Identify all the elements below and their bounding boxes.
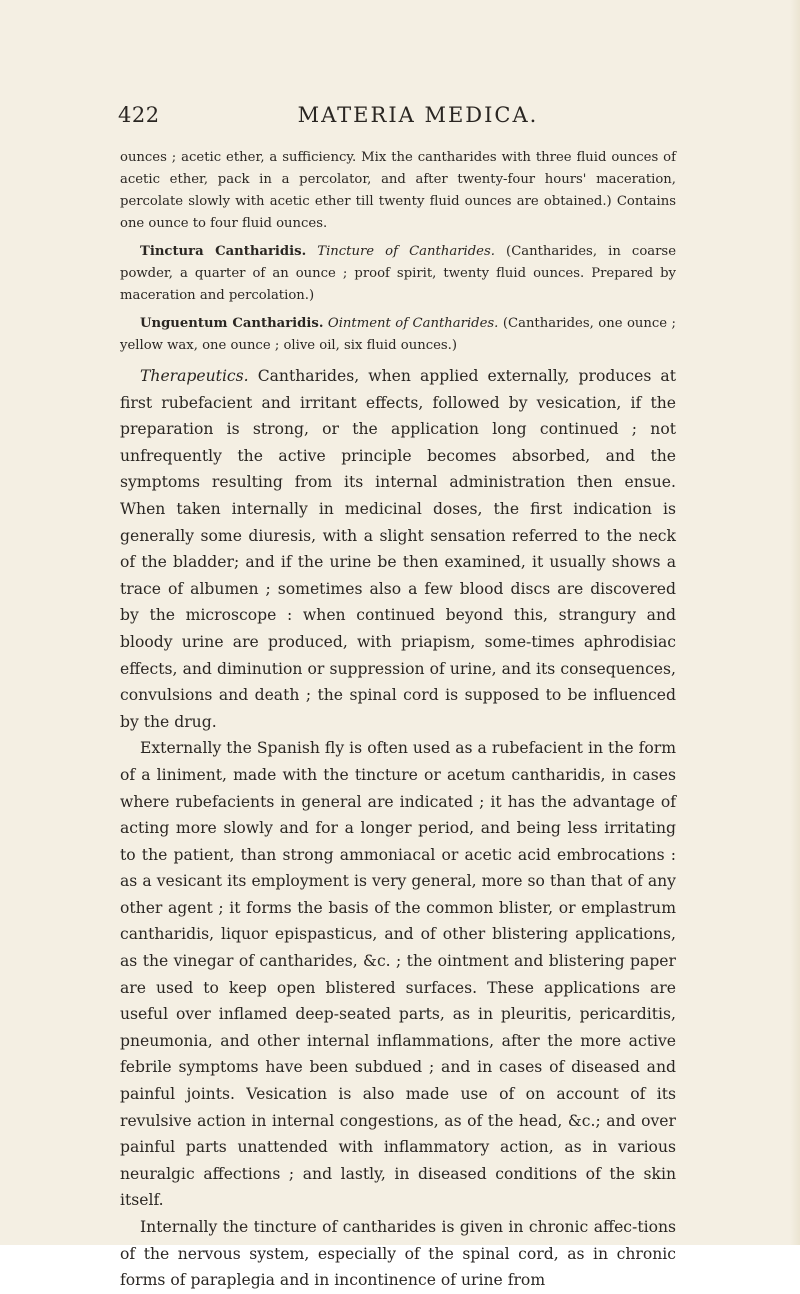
paragraph-text: (Cantharides, in coarse powder, a quarter of an ounce ; proof spirit, twenty fluid ounces. Prepared by maceration and percolation.): [120, 244, 676, 303]
paragraph-unguentum: [120, 313, 676, 357]
paragraph-internal-use: [120, 1214, 676, 1294]
paragraph-text: ounces ; acetic ether, a sufficiency. Mix the cantharides with three fluid ounces of acetic ether, pack in a percolator, and after twenty-four hours' maceration, percolate slowly with acetic ether till twenty fluid ounces are obtained.) Contains one ounce to four fluid ounces.: [120, 150, 676, 231]
preparation-name: Tinctura Cantharidis.: [140, 244, 307, 259]
paragraph-text: (Cantharides, one ounce ; yellow wax, one ounce ; olive oil, six fluid ounces.): [120, 316, 676, 353]
paragraph-tinctura: [120, 241, 676, 307]
paragraph-text: Internally the tincture of cantharides is given in chronic affec-tions of the nervous system, especially of the spinal cord, as in chronic forms of paraplegia and in incontinence of urine from: [120, 1218, 676, 1290]
paragraph-therapeutics: [120, 363, 676, 735]
paragraph-acetum-recipe: [120, 147, 676, 235]
preparation-translation: Tincture of Cantharides.: [317, 244, 495, 259]
section-heading: Therapeutics.: [140, 367, 249, 385]
paragraph-external-use: [120, 735, 676, 1214]
paragraph-text: Cantharides, when applied externally, produces at first rubefacient and irritant effects, followed by vesication, if the preparation is strong, or the application long continued ; not unfrequently the active principle becomes absorbed, and the symptoms resulting from its internal administration then ensue. When taken internally in medicinal doses, the first indication is generally some diuresis, with a slight sensation referred to the neck of the bladder; and if the urine be then examined, it usually shows a trace of albumen ; sometimes also a few blood discs are discovered by the microscope : when continued beyond this, strangury and bloody urine are produced, with priapism, some-times aphrodisiac effects, and diminution or suppression of urine, and its consequences, convulsions and death ; the spinal cord is supposed to be influenced by the drug.: [120, 367, 676, 731]
body-text: [120, 147, 676, 1294]
page-edge-shadow: [790, 0, 800, 1245]
running-head: [118, 103, 678, 133]
running-title: MATERIA MEDICA.: [297, 103, 539, 127]
paragraph-text: Externally the Spanish fly is often used as a rubefacient in the form of a liniment, made with the tincture or acetum cantharidis, in cases where rubefacients in general are indicated ; it has the advantage of acting more slowly and for a longer period, and being less irritating to the patient, than strong ammoniacal or acetic acid embrocations : as a vesicant its employment is very general, more so than that of any other agent ; it forms the basis of the common blister, or emplastrum cantharidis, liquor epispasticus, and of other blistering applications, as the vinegar of cantharides, &c. ; the ointment and blistering paper are used to keep open blistered surfaces. These applications are useful over inflamed deep-seated parts, as in pleuritis, pericarditis, pneumonia, and other internal inflammations, after the more active febrile symptoms have been subdued ; and in cases of diseased and painful joints. Vesication is also made use of on account of its revulsive action in internal congestions, as of the head, &c.; and over painful parts unattended with inflammatory action, as in various neuralgic affections ; and lastly, in diseased conditions of the skin itself.: [120, 739, 676, 1210]
preparation-translation: Ointment of Cantharides.: [327, 316, 499, 331]
page-number: 422: [118, 103, 160, 127]
preparation-name: Unguentum Cantharidis.: [140, 316, 324, 331]
